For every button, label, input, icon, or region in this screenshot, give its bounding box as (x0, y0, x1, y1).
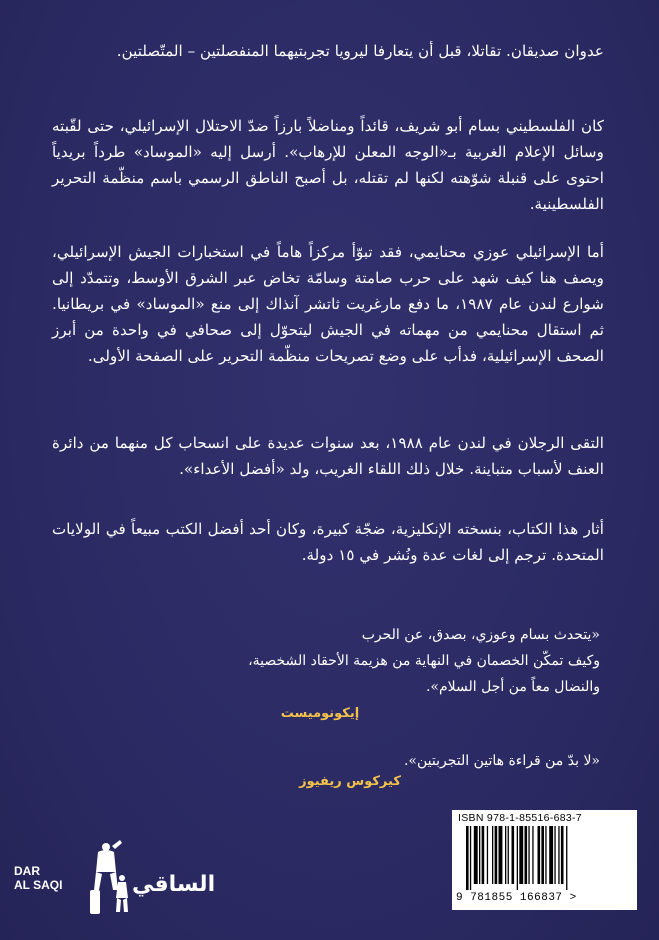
barcode-bar (479, 826, 480, 884)
barcode-bar (470, 826, 471, 890)
quote-line: وكيف تمكّن الخصمان في النهاية من هزيمة الأحقاد الشخصية، (248, 653, 600, 669)
barcode-bar (561, 826, 564, 884)
barcode-bar (528, 826, 529, 884)
barcode-bar (499, 826, 503, 884)
paragraph-meeting: التقى الرجلان في لندن عام ١٩٨٨، بعد سنوات عديدة على انسحاب كل منهما من دائرة العنف لأسباب متباينة. خلال ذلك اللقاء الغريب، ولد «أفضل الأعداء». (52, 434, 605, 478)
publisher-logo (14, 838, 216, 918)
publisher-arabic-name: الساقي (132, 872, 216, 897)
publisher-latin-line1: DAR (14, 864, 40, 878)
isbn-label: ISBN 978-1-85516-683-7 (458, 812, 582, 824)
barcode-bar (545, 826, 546, 884)
barcode-bar (474, 826, 478, 884)
quote-source-kirkus: كيركوس ريفيوز (299, 774, 401, 789)
paragraph-intro: عدوان صديقان. تقاتلا، قبل أن يتعارفا ليرويا تجربتيهما المنفصلتين – المتّصلتين. (116, 42, 604, 60)
quote-source-economist: إيكونوميست (280, 706, 360, 721)
publisher-latin-line2: AL SAQI (14, 878, 63, 892)
barcode-bars (464, 826, 629, 890)
barcode-digits: 9 781855 166837 > (456, 892, 577, 904)
barcode-bar (492, 826, 493, 884)
barcode-bar (466, 826, 469, 890)
review-quote-kirkus (120, 748, 600, 774)
water-carrier-figures-icon (82, 838, 134, 920)
barcode-bar (532, 826, 533, 884)
paragraph-bassam: كان الفلسطيني بسام أبو شريف، قائداً ومناضلاً بارزاً ضدّ الاحتلال الإسرائيلي، حتى لقّبته وسائل الإعلام الغربية بـ«الوجه المعلن للإرهاب». أرسل إليه «الموساد» طرداً بريدياً احتوى على قنبلة شوّهته لكنها لم تقتله، بل أصبح الناطق الرسمي باسم منظّمة التحرير الفلسطينية. (52, 117, 604, 213)
barcode-bar (538, 826, 541, 884)
barcode-bar (517, 826, 518, 890)
barcode-bar (566, 826, 567, 890)
publisher-latin-name (14, 864, 62, 892)
barcode-bar (541, 826, 544, 884)
review-quote-economist (120, 622, 600, 700)
barcode-bar (554, 826, 555, 884)
barcode-bar (512, 826, 515, 884)
barcode-bar (508, 826, 509, 884)
quote-line: والنضال معاً من أجل السلام». (425, 679, 600, 695)
barcode-bar (495, 826, 498, 884)
barcode-bar (525, 826, 528, 884)
quote-line: «يتحدث بسام وعوزي، بصدق، عن الحرب (361, 627, 600, 643)
barcode-bar (487, 826, 488, 884)
barcode-bar (558, 826, 559, 884)
quote-line: «لا بدّ من قراءة هاتين التجربتين». (403, 753, 600, 769)
paragraph-uzi: أما الإسرائيلي عوزي محنايمي، فقد تبوّأ مركزاً هاماً في استخبارات الجيش الإسرائيلي، ويصف هنا كيف شهد على حرب صامتة وسامّة تخاض عبر الشرق الأوسط، وتتمدّد إلى شوارع لندن عام ١٩٨٧، ما دفع مارغريت ثاتشر آنذاك إلى منع «الموساد» في بريطانيا. ثم استقال محنايمي من مهماته في الجيش ليتحوّل إلى صحافي في واحدة من أبرز الصحف الإسرائيلية، فدأب على وضع تصريحات منظّمة التحرير على الصفحة الأولى. (52, 243, 604, 365)
barcode-bar (505, 826, 506, 884)
barcode-bar (519, 826, 523, 884)
barcode-bar (482, 826, 485, 884)
barcode-box (452, 810, 637, 910)
barcode-bar (549, 826, 553, 884)
paragraph-reception: أثار هذا الكتاب، بنسخته الإنكليزية، ضجّة كبيرة، وكان أحد أفضل الكتب مبيعاً في الولايات المتحدة. ترجم إلى لغات عدة ونُشر في ١٥ دولة. (52, 520, 604, 564)
